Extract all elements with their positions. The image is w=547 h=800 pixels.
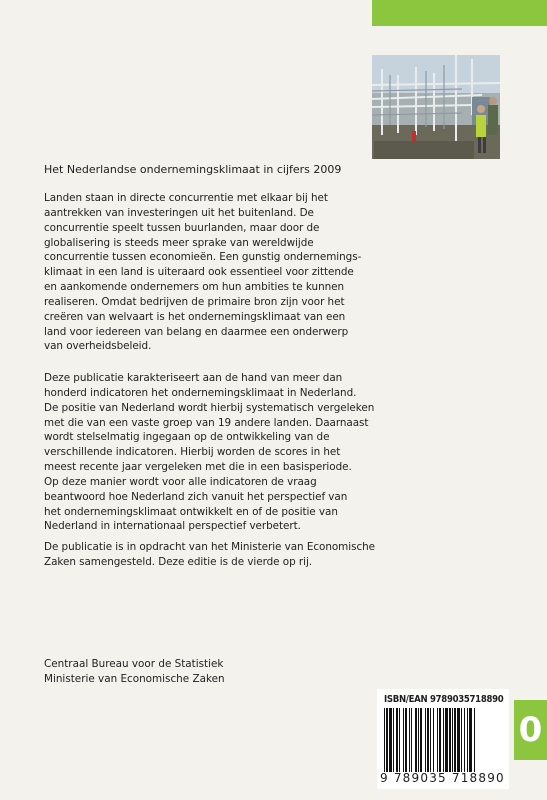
barcode-bar [445,708,448,772]
barcode-bar [439,708,441,772]
barcode [382,708,506,772]
accent-bar [372,0,547,26]
barcode-bar [464,708,465,772]
barcode-bar [403,708,404,772]
barcode-bar [430,708,431,772]
barcode-bar [396,708,398,772]
text-line: meest recente jaar vergeleken met die in een basisperiode. [44,461,352,474]
barcode-bar [437,708,438,772]
text-line: en aankomende ondernemers om hun ambities te kunnen [44,281,345,294]
text-line: Landen staan in directe concurrentie met elkaar bij het [44,192,328,204]
industrial-plant-photo [372,55,500,159]
commission-paragraph [44,540,375,570]
barcode-bar [454,708,456,772]
barcode-bar [386,708,388,772]
barcode-bar [425,708,426,772]
text-line: Op deze manier wordt voor alle indicatoren de vraag [44,475,317,488]
text-line: concurrentie tussen economieën. Een gunstig ondernemings- [44,251,362,264]
text-line: wordt stelselmatig ingegaan op de ontwikkeling van de [44,431,330,444]
text-line: aantrekken van investeringen uit het buitenland. De [44,206,314,219]
text-line: klimaat in een land is uiteraard ook essentieel voor zittende [44,266,354,279]
barcode-bar [418,708,419,772]
intro-paragraph [44,191,362,354]
publisher-ministry: Ministerie van Economische Zaken [44,672,225,685]
text-line: Deze publicatie karakteriseert aan de hand van meer dan [44,372,343,384]
text-line: het ondernemingsklimaat ontwikkelt en of de positie van [44,505,338,518]
text-line: van overheidsbeleid. [44,340,152,353]
text-line: met die van een vaste groep van 19 andere landen. Daarnaast [44,416,369,429]
text-line: honderd indicatoren het ondernemingsklimaat in Nederland. [44,386,357,399]
text-line: concurrentie speelt tussen buurlanden, maar door de [44,221,320,234]
barcode-bar [433,708,434,772]
barcode-bar [411,708,412,772]
document-title: Het Nederlandse ondernemingsklimaat in cijfers 2009 [44,163,342,176]
barcode-bar [457,708,460,772]
barcode-bar [415,708,417,772]
barcode-bar [384,708,385,772]
text-line: De positie van Nederland wordt hierbij systematisch vergeleken [44,401,375,414]
barcode-digits: 9 789035 718890 [380,771,505,785]
text-line: beantwoord hoe Nederland zich vanuit het perspectief van [44,490,348,503]
text-line: globalisering is steeds meer sprake van wereldwijde [44,236,314,249]
text-line: Nederland in internationaal perspectief verbetert. [44,520,301,533]
barcode-bar [399,708,400,772]
barcode-bar [443,708,444,772]
isbn-label: ISBN/EAN 9789035718890 [384,694,504,705]
barcode-bar [467,708,468,772]
publisher-cbs: Centraal Bureau voor de Statistiek [44,658,224,670]
text-line: land voor iedereen van belang en daarmee een onderwerp [44,325,349,338]
barcode-bar [409,708,410,772]
barcode-bar [389,708,392,772]
barcode-bar [461,708,462,772]
barcode-bar [449,708,451,772]
barcode-bar [393,708,394,772]
barcode-bar [405,708,407,772]
text-line: creëren van welvaart is het ondernemingsklimaat van een [44,310,346,323]
barcode-bar [474,708,475,772]
barcode-bar [469,708,472,772]
barcode-bar [427,708,429,772]
price-code-badge: 0 [514,700,547,760]
barcode-bar [420,708,422,772]
text-line: Zaken samengesteld. Deze editie is de vierde op rij. [44,555,313,568]
description-paragraph [44,371,375,534]
text-line: realiseren. Omdat bedrijven de primaire bron zijn voor het [44,295,345,308]
text-line: verschillende indicatoren. Hierbij worden de scores in het [44,446,341,459]
text-line: De publicatie is in opdracht van het Ministerie van Economische [44,541,375,553]
publisher-list [44,657,304,687]
barcode-bar [452,708,453,772]
